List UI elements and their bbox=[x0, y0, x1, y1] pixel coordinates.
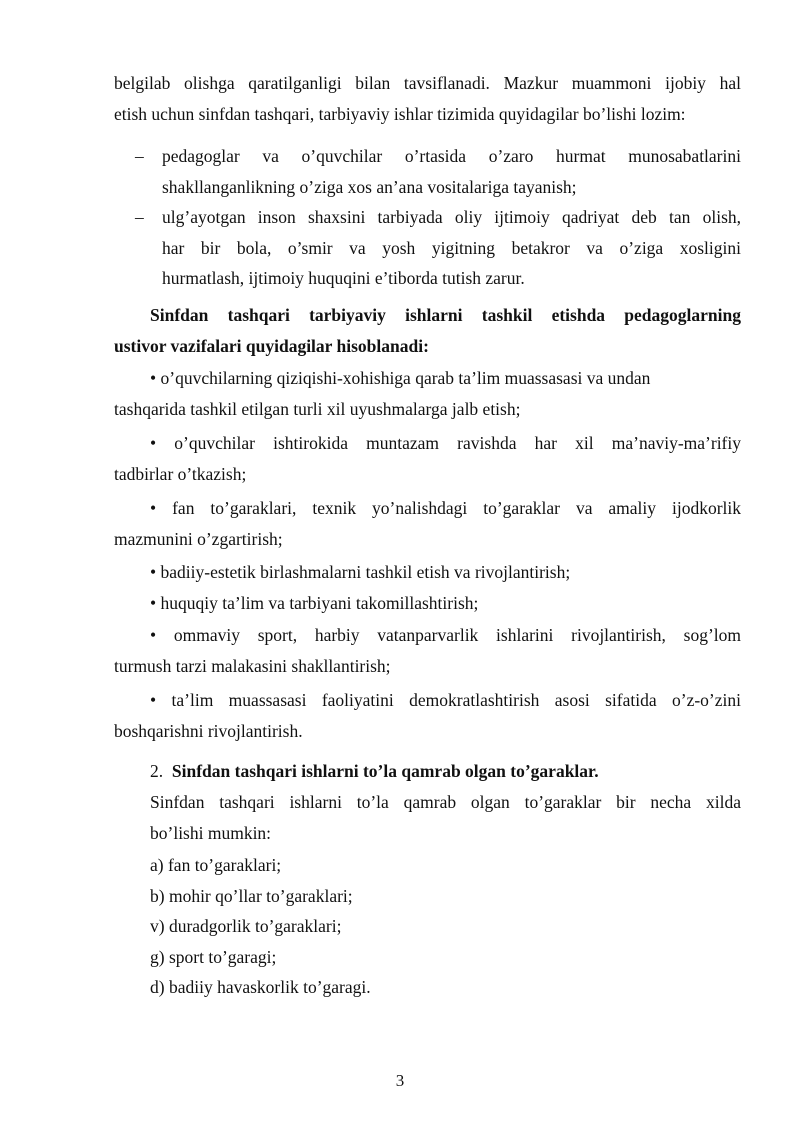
text-line: hurmatlash, ijtimoiy huquqini e’tiborda tutish zarur. bbox=[162, 268, 525, 288]
text-line: Sinfdan tashqari tarbiyaviy ishlarni tashkil etishda pedagoglarning bbox=[150, 305, 741, 325]
bullet-list bbox=[114, 363, 741, 746]
bullet-item bbox=[114, 557, 741, 588]
bullet-item bbox=[114, 428, 741, 489]
text-line: turmush tarzi malakasini shakllantirish; bbox=[114, 655, 391, 676]
bullet-text: o’quvchilarning qiziqishi-xohishiga qarab ta’lim muassasasi va undan bbox=[160, 368, 651, 388]
list-item: g) sport to’garagi; bbox=[150, 946, 277, 967]
bullet-text: ommaviy sport, harbiy vatanparvarlik ishlarini rivojlantirish, sog’lom bbox=[173, 625, 741, 645]
list-item: b) mohir qo’llar to’garaklari; bbox=[150, 885, 353, 906]
list-item: v) duradgorlik to’garaklari; bbox=[150, 916, 342, 936]
section-heading bbox=[150, 756, 741, 787]
bullet-item bbox=[114, 363, 741, 424]
bullet-text: o’quvchilar ishtirokida muntazam ravishda har xil ma’naviy-ma’rifiy bbox=[174, 433, 741, 453]
dash-marker: – bbox=[135, 146, 144, 166]
text-line: etish uchun sinfdan tashqari, tarbiyaviy ishlar tizimida quyidagilar bo’lishi lozim: bbox=[114, 103, 686, 124]
bullet-item bbox=[114, 620, 741, 681]
text-line: tadbirlar o’tkazish; bbox=[114, 463, 247, 484]
text-line: tashqarida tashkil etilgan turli xil uyushmalarga jalb etish; bbox=[114, 398, 521, 419]
section-intro bbox=[150, 787, 741, 848]
text-line: Sinfdan tashqari ishlarni to’la qamrab olgan to’garaklar bir necha xilda bbox=[150, 792, 741, 812]
bullet-item bbox=[114, 685, 741, 746]
text-line: belgilab olishga qaratilganligi bilan tavsiflanadi. Mazkur muammoni ijobiy hal bbox=[114, 73, 741, 93]
text-line: ustivor vazifalari quyidagilar hisoblanadi: bbox=[114, 335, 429, 356]
page-number: 3 bbox=[395, 1071, 405, 1090]
bullet-text: fan to’garaklari, texnik yo’nalishdagi to’garaklar va amaliy ijodkorlik bbox=[172, 498, 742, 518]
text-line: mazmunini o’zgartirish; bbox=[114, 528, 283, 549]
text-line: har bir bola, o’smir va yosh yigitning betakror va o’ziga xosligini bbox=[162, 237, 741, 258]
text-line: shakllanganlikning o’ziga xos an’ana vositalariga tayanish; bbox=[162, 176, 577, 197]
dash-marker: – bbox=[135, 207, 144, 227]
text-line: ulg’ayotgan inson shaxsini tarbiyada oliy ijtimoiy qadriyat deb tan olish, bbox=[162, 207, 741, 227]
bullet-item bbox=[114, 493, 741, 554]
text-line: boshqarishni rivojlantirish. bbox=[114, 720, 303, 741]
bullet-text: huquqiy ta’lim va tarbiyani takomillashtirish; bbox=[160, 592, 479, 613]
clubs-list bbox=[150, 850, 741, 1003]
list-item: a) fan to’garaklari; bbox=[150, 855, 282, 875]
bullet-text: badiiy-estetik birlashmalarni tashkil etish va rivojlantirish; bbox=[160, 562, 571, 582]
bullet-marker: • bbox=[150, 592, 157, 613]
bullet-marker: • bbox=[150, 433, 157, 453]
text-line: pedagoglar va o’quvchilar o’rtasida o’zaro hurmat munosabatlarini bbox=[162, 146, 741, 166]
bullet-item bbox=[114, 588, 741, 619]
bullet-marker: • bbox=[150, 690, 157, 710]
list-item: d) badiiy havaskorlik to’garagi. bbox=[150, 977, 371, 997]
section-title: Sinfdan tashqari ishlarni to’la qamrab olgan to’garaklar. bbox=[171, 761, 599, 781]
bullet-text: ta’lim muassasasi faoliyatini demokratlashtirish asosi sifatida o’z-o’zini bbox=[171, 690, 741, 710]
bullet-marker: • bbox=[150, 562, 157, 582]
bullet-marker: • bbox=[150, 368, 157, 388]
intro-paragraph bbox=[114, 68, 741, 129]
bullet-marker: • bbox=[150, 498, 157, 518]
section-number: 2. bbox=[150, 761, 164, 781]
bold-heading bbox=[114, 300, 741, 361]
bullet-marker: • bbox=[150, 625, 157, 645]
text-line: bo’lishi mumkin: bbox=[150, 822, 272, 843]
